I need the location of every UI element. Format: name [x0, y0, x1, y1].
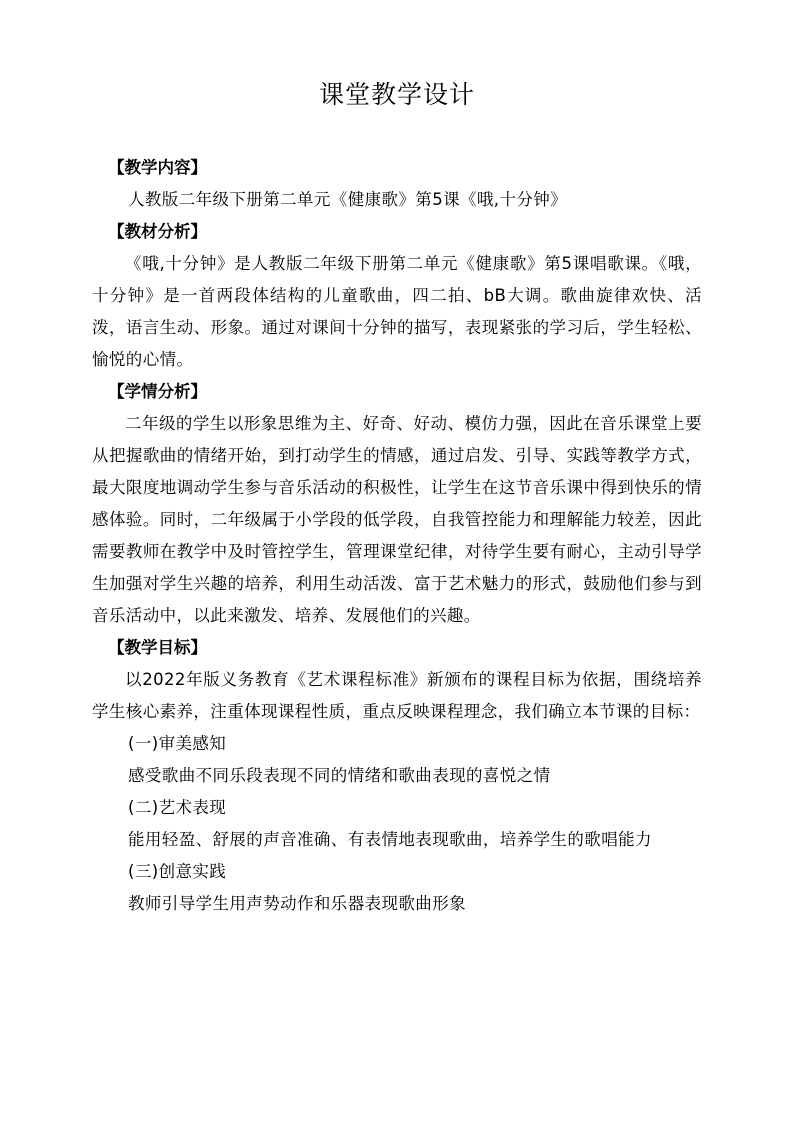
section-heading-goals: 【教学目标】	[108, 638, 207, 657]
section-heading-content: 【教学内容】	[108, 158, 207, 177]
goal-text: 教师引导学生用声势动作和乐器表现歌曲形象	[128, 894, 466, 913]
goal-label: (一)审美感知	[128, 734, 227, 753]
goal-label: (二)艺术表现	[128, 798, 227, 817]
goal-text: 感受歌曲不同乐段表现不同的情绪和歌曲表现的喜悦之情	[128, 766, 551, 785]
goal-text: 能用轻盈、舒展的声音准确、有表情地表现歌曲，培养学生的歌唱能力	[128, 830, 652, 849]
section-heading-students: 【学情分析】	[108, 382, 207, 401]
goals-intro-paragraph: 以2022年版义务教育《艺术课程标准》新颁布的课程目标为依据，围绕培养学生核心素养，注重体现课程性质，重点反映课程理念，我们确立本节课的目标：	[92, 670, 702, 721]
page-title: 课堂教学设计	[318, 80, 475, 109]
material-paragraph: 《哦,十分钟》是人教版二年级下册第二单元《健康歌》第5课唱歌课。《哦，十分钟》是一首两段体结构的儿童歌曲，四二拍、bB大调。歌曲旋律欢快、活泼，语言生动、形象。通过对课间十分钟的描写，表现紧张的学习后，学生轻松、愉悦的心情。	[92, 254, 702, 369]
students-paragraph: 二年级的学生以形象思维为主、好奇、好动、模仿力强，因此在音乐课堂上要从把握歌曲的情绪开始，到打动学生的情感，通过启发、引导、实践等教学方式，最大限度地调动学生参与音乐活动的积极性，让学生在这节音乐课中得到快乐的情感体验。同时，二年级属于小学段的低学段，自我管控能力和理解能力较差，因此需要教师在教学中及时管控学生，管理课堂纪律，对待学生要有耐心，主动引导学生加强对学生兴趣的培养，利用生动活泼、富于艺术魅力的形式，鼓励他们参与到音乐活动中，以此来激发、培养、发展他们的兴趣。	[92, 414, 702, 625]
section-heading-material: 【教材分析】	[108, 222, 207, 241]
content-text: 人教版二年级下册第二单元《健康歌》第5课《哦,十分钟》	[128, 190, 568, 209]
goal-label: (三)创意实践	[128, 862, 227, 881]
document-body	[92, 152, 702, 920]
